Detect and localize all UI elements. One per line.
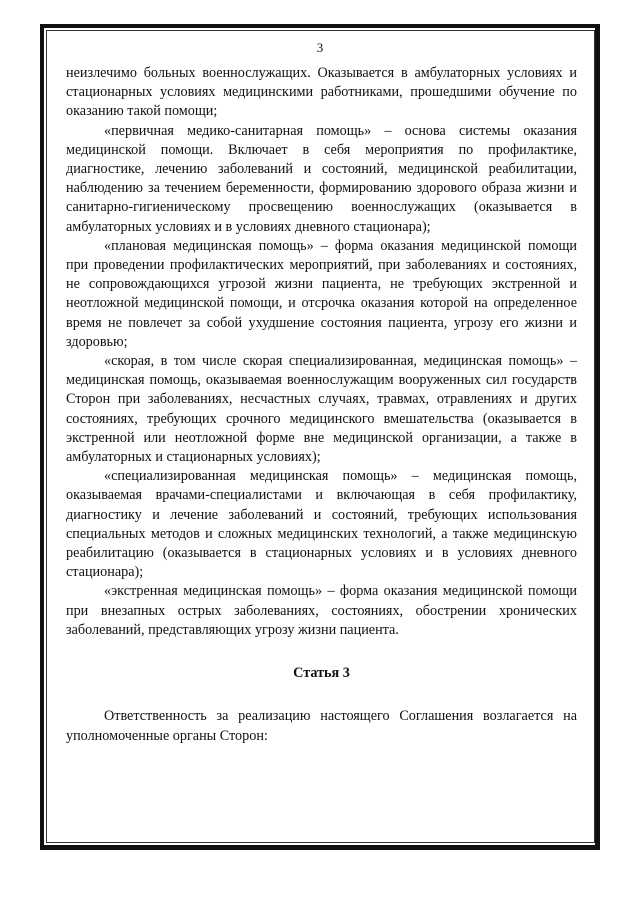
paragraph-emergency-ambulance-definition: «скорая, в том числе скорая специализированная, медицинская помощь» – медицинская помощь, оказываемая военнослужащим вооруженных сил государств Сторон при заболеваниях, несчастных случаях, травмах, отравлениях и других состояниях, требующих срочного медицинского вмешательства (оказывается в экстренной или неотложной форме вне медицинской организации, а также в амбулаторных и стационарных условиях); xyxy=(66,353,577,466)
paragraph-primary-care-definition: «первичная медико-санитарная помощь» – основа системы оказания медицинской помощи. Включает в себя мероприятия по профилактике, диагностике, лечению заболеваний и состояний, медицинской реабилитации, наблюдению за течением беременности, формированию здорового образа жизни и санитарно-гигиеническому просвещению военнослужащих (оказывается в амбулаторных условиях и в условиях дневного стационара); xyxy=(66,122,577,235)
paragraph-planned-care-definition: «плановая медицинская помощь» – форма оказания медицинской помощи при проведении профилактических мероприятий, при заболеваниях и состояниях, не сопровождающихся угрозой жизни пациента, не требующих экстренной и неотложной медицинской помощи, и отсрочка оказания которой на определенное время не повлечет за собой ухудшение состояния пациента, угрозу его жизни и здоровью; xyxy=(66,237,577,350)
document-body xyxy=(66,64,577,746)
paragraph-specialized-care-definition: «специализированная медицинская помощь» – медицинская помощь, оказываемая врачами-специалистами и включающая в себя профилактику, диагностику и лечение заболеваний и состояний, требующих использования специальных методов и сложных медицинских технологий, а также медицинскую реабилитацию (оказывается в стационарных условиях и в условиях дневного стационара); xyxy=(66,468,577,581)
page-number: 3 xyxy=(316,40,324,55)
paragraph-continuation: неизлечимо больных военнослужащих. Оказывается в амбулаторных условиях и стационарных условиях медицинскими работниками, прошедшими обучение по оказанию такой помощи; xyxy=(66,65,577,120)
article-heading: Статья 3 xyxy=(293,665,350,682)
article-paragraph: Ответственность за реализацию настоящего Соглашения возлагается на уполномоченные органы Сторон: xyxy=(66,708,577,744)
paragraph-urgent-care-definition: «экстренная медицинская помощь» – форма оказания медицинской помощи при внезапных острых заболеваниях, состояниях, обострении хронических заболеваний, представляющих угрозу жизни пациента. xyxy=(66,583,577,638)
